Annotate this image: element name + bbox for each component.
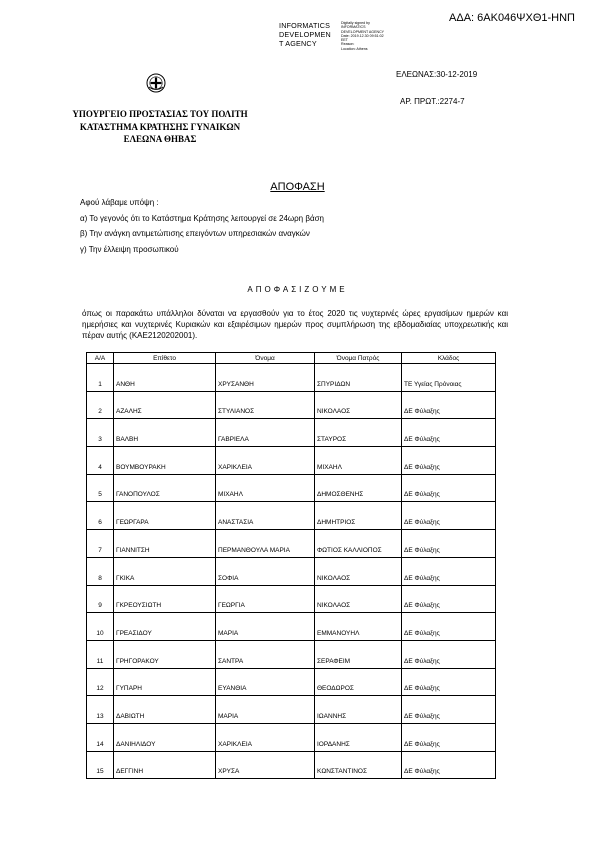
cell-first-name: ΓΕΩΡΓΙΑ <box>216 585 315 613</box>
header-surname: Επίθετο <box>114 353 216 364</box>
cell-first-name: ΜΑΡΙΑ <box>216 696 315 724</box>
cell-branch: ΔΕ Φύλαξης <box>402 502 496 530</box>
greek-coat-of-arms-icon <box>146 73 166 93</box>
header-aa: Α/Α <box>87 353 114 364</box>
cell-first-name: ΣΑΝΤΡΑ <box>216 640 315 668</box>
stamp-detail-line: Digitally signed by <box>341 21 370 25</box>
cell-number: 4 <box>87 447 114 475</box>
cell-number: 13 <box>87 696 114 724</box>
table-row <box>87 364 496 392</box>
header-branch: Κλάδος <box>402 353 496 364</box>
document-title: ΑΠΟΦΑΣΗ <box>270 181 325 193</box>
cell-number: 8 <box>87 557 114 585</box>
staff-table <box>86 352 496 779</box>
cell-number: 5 <box>87 474 114 502</box>
table-row <box>87 668 496 696</box>
cell-number: 14 <box>87 723 114 751</box>
cell-surname: ΓΚΙΚΑ <box>114 557 216 585</box>
cell-first-name: ΧΡΥΣΑΝΘΗ <box>216 364 315 392</box>
cell-first-name: ΠΕΡΜΑΝΘΟΥΛΑ ΜΑΡΙΑ <box>216 530 315 558</box>
cell-surname: ΓΡΕΑΣΙΔΟΥ <box>114 613 216 641</box>
cell-number: 3 <box>87 419 114 447</box>
table-row <box>87 419 496 447</box>
stamp-detail-line: INFORMATICS <box>341 25 366 30</box>
cell-branch: ΔΕ Φύλαξης <box>402 751 496 779</box>
cell-surname: ΓΚΡΕΟΥΣΙΩΤΗ <box>114 585 216 613</box>
cell-first-name: ΧΑΡΙΚΛΕΙΑ <box>216 447 315 475</box>
stamp-detail-line: Date: 2019.12.30 09:51:02 <box>341 33 384 38</box>
table-row <box>87 723 496 751</box>
cell-father-name: ΣΠΥΡΙΔΩΝ <box>315 364 402 392</box>
table-row <box>87 447 496 475</box>
decision-body-text: όπως οι παρακάτω υπάλληλοι δύναται να εργασθούν για το έτος 2020 τις νυχτερινές ώρες εργασίμων ημερών και ημερήσιες και νυχτερινές Κυριακών και εξαιρέσιμων ημερών προς συμπλήρωση της εβδομαδιαίας υποχρεωτικής και πέραν αυτής (ΚΑΕ2120202001). <box>82 309 508 340</box>
stamp-detail-line: DEVELOPMENT AGENCY <box>341 29 385 34</box>
cell-first-name: ΜΑΡΙΑ <box>216 613 315 641</box>
table-body <box>87 364 496 779</box>
header-first-name: Όνομα <box>216 353 315 364</box>
table-row <box>87 613 496 641</box>
cell-branch: ΔΕ Φύλαξης <box>402 391 496 419</box>
ministry-line: ΥΠΟΥΡΓΕΙΟ ΠΡΟΣΤΑΣΙΑΣ ΤΟΥ ΠΟΛΙΤΗ <box>72 109 248 119</box>
cell-father-name: ΝΙΚΟΛΑΟΣ <box>315 557 402 585</box>
cell-branch: ΔΕ Φύλαξης <box>402 696 496 724</box>
cell-first-name: ΧΑΡΙΚΛΕΙΑ <box>216 723 315 751</box>
cell-branch: ΔΕ Φύλαξης <box>402 530 496 558</box>
cell-father-name: ΕΜΜΑΝΟΥΗΛ <box>315 613 402 641</box>
cell-father-name: ΔΗΜΟΣΘΕΝΗΣ <box>315 474 402 502</box>
ministry-line: ΕΛΕΩΝΑ ΘΗΒΑΣ <box>123 134 197 144</box>
stamp-title-line: DEVELOPMEN <box>279 30 331 39</box>
cell-branch: ΔΕ Φύλαξης <box>402 557 496 585</box>
cell-branch: ΔΕ Φύλαξης <box>402 419 496 447</box>
cell-branch: ΔΕ Φύλαξης <box>402 640 496 668</box>
cell-number: 1 <box>87 364 114 392</box>
cell-father-name: ΙΟΡΔΑΝΗΣ <box>315 723 402 751</box>
cell-number: 2 <box>87 391 114 419</box>
cell-first-name: ΧΡΥΣΑ <box>216 751 315 779</box>
cell-surname: ΓΙΑΝΝΙΤΣΗ <box>114 530 216 558</box>
cell-surname: ΒΑΛΒΗ <box>114 419 216 447</box>
stamp-title-line: INFORMATICS <box>279 21 331 30</box>
cell-surname: ΑΝΘΗ <box>114 364 216 392</box>
consideration-a: α) Το γεγονός ότι το Κατάστημα Κράτησης λειτουργεί σε 24ωρη βάση <box>80 214 324 223</box>
cell-branch: ΔΕ Φύλαξης <box>402 668 496 696</box>
document-date: ΕΛΕΩΝΑΣ:30-12-2019 <box>396 70 478 79</box>
table-row <box>87 502 496 530</box>
cell-father-name: ΘΕΟΔΩΡΟΣ <box>315 668 402 696</box>
header-father-name: Όνομα Πατρός <box>315 353 402 364</box>
ministry-header <box>40 108 280 146</box>
signature-agency-name <box>279 21 331 48</box>
cell-father-name: ΝΙΚΟΛΑΟΣ <box>315 585 402 613</box>
table-row <box>87 585 496 613</box>
digital-signature-stamp <box>279 21 399 59</box>
cell-surname: ΒΟΥΜΒΟΥΡΑΚΗ <box>114 447 216 475</box>
stamp-detail-line: EET <box>341 38 348 43</box>
cell-number: 9 <box>87 585 114 613</box>
cell-first-name: ΕΥΑΝΘΙΑ <box>216 668 315 696</box>
cell-number: 7 <box>87 530 114 558</box>
table-row <box>87 696 496 724</box>
cell-first-name: ΣΟΦΙΑ <box>216 557 315 585</box>
stamp-detail-line: Reason: <box>341 42 355 47</box>
table-row <box>87 530 496 558</box>
cell-father-name: ΙΩΑΝΝΗΣ <box>315 696 402 724</box>
cell-father-name: ΣΤΑΥΡΟΣ <box>315 419 402 447</box>
consideration-b: β) Την ανάγκη αντιμετώπισης επειγόντων υπηρεσιακών αναγκών <box>80 229 310 238</box>
cell-surname: ΓΕΩΡΓΑΡΑ <box>114 502 216 530</box>
cell-number: 10 <box>87 613 114 641</box>
stamp-title-line: T AGENCY <box>279 39 317 48</box>
cell-branch: ΔΕ Φύλαξης <box>402 723 496 751</box>
cell-father-name: ΜΙΧΑΗΛ <box>315 447 402 475</box>
table-row <box>87 474 496 502</box>
cell-first-name: ΓΑΒΡΙΕΛΑ <box>216 419 315 447</box>
table-row <box>87 391 496 419</box>
signature-details <box>341 21 384 51</box>
cell-number: 15 <box>87 751 114 779</box>
cell-surname: ΔΕΓΓΙΝΗ <box>114 751 216 779</box>
cell-first-name: ΑΝΑΣΤΑΣΙΑ <box>216 502 315 530</box>
cell-father-name: ΝΙΚΟΛΑΟΣ <box>315 391 402 419</box>
decision-heading: ΑΠΟΦΑΣΙΖΟΥΜΕ <box>247 285 348 294</box>
cell-father-name: ΦΩΤΙΟΣ ΚΑΛΛΙΟΠΟΣ <box>315 530 402 558</box>
cell-surname: ΓΡΗΓΟΡΑΚΟΥ <box>114 640 216 668</box>
cell-surname: ΓΥΠΑΡΗ <box>114 668 216 696</box>
cell-number: 12 <box>87 668 114 696</box>
cell-surname: ΓΑΝΟΠΟΥΛΟΣ <box>114 474 216 502</box>
cell-branch: ΤΕ Υγείας Πρόνοιας <box>402 364 496 392</box>
cell-branch: ΔΕ Φύλαξης <box>402 447 496 475</box>
protocol-number: ΑΡ. ΠΡΩΤ.:2274-7 <box>400 97 465 106</box>
cell-number: 6 <box>87 502 114 530</box>
cell-first-name: ΣΤΥΛΙΑΝΟΣ <box>216 391 315 419</box>
cell-first-name: ΜΙΧΑΗΛ <box>216 474 315 502</box>
cell-father-name: ΣΕΡΑΦΕΙΜ <box>315 640 402 668</box>
cell-father-name: ΚΩΝΣΤΑΝΤΙΝΟΣ <box>315 751 402 779</box>
table-header-row <box>87 353 496 364</box>
cell-surname: ΔΑΒΙΩΤΗ <box>114 696 216 724</box>
cell-number: 11 <box>87 640 114 668</box>
ministry-line: ΚΑΤΑΣΤΗΜΑ ΚΡΑΤΗΣΗΣ ΓΥΝΑΙΚΩΝ <box>79 121 241 132</box>
cell-father-name: ΔΗΜΗΤΡΙΟΣ <box>315 502 402 530</box>
table-row <box>87 751 496 779</box>
cell-branch: ΔΕ Φύλαξης <box>402 585 496 613</box>
cell-surname: ΔΑΝΙΗΛΙΔΟΥ <box>114 723 216 751</box>
stamp-detail-line: Location: Athens <box>341 46 368 51</box>
cell-branch: ΔΕ Φύλαξης <box>402 613 496 641</box>
considerations-intro: Αφού λάβαμε υπόψη : <box>80 198 159 207</box>
table-row <box>87 640 496 668</box>
table-row <box>87 557 496 585</box>
cell-branch: ΔΕ Φύλαξης <box>402 474 496 502</box>
consideration-c: γ) Την έλλειψη προσωπικού <box>80 245 179 254</box>
cell-surname: ΑΖΑΛΗΣ <box>114 391 216 419</box>
ada-code: ΑΔΑ: 6ΑΚ046ΨΧΘ1-ΗΝΠ <box>449 12 575 24</box>
